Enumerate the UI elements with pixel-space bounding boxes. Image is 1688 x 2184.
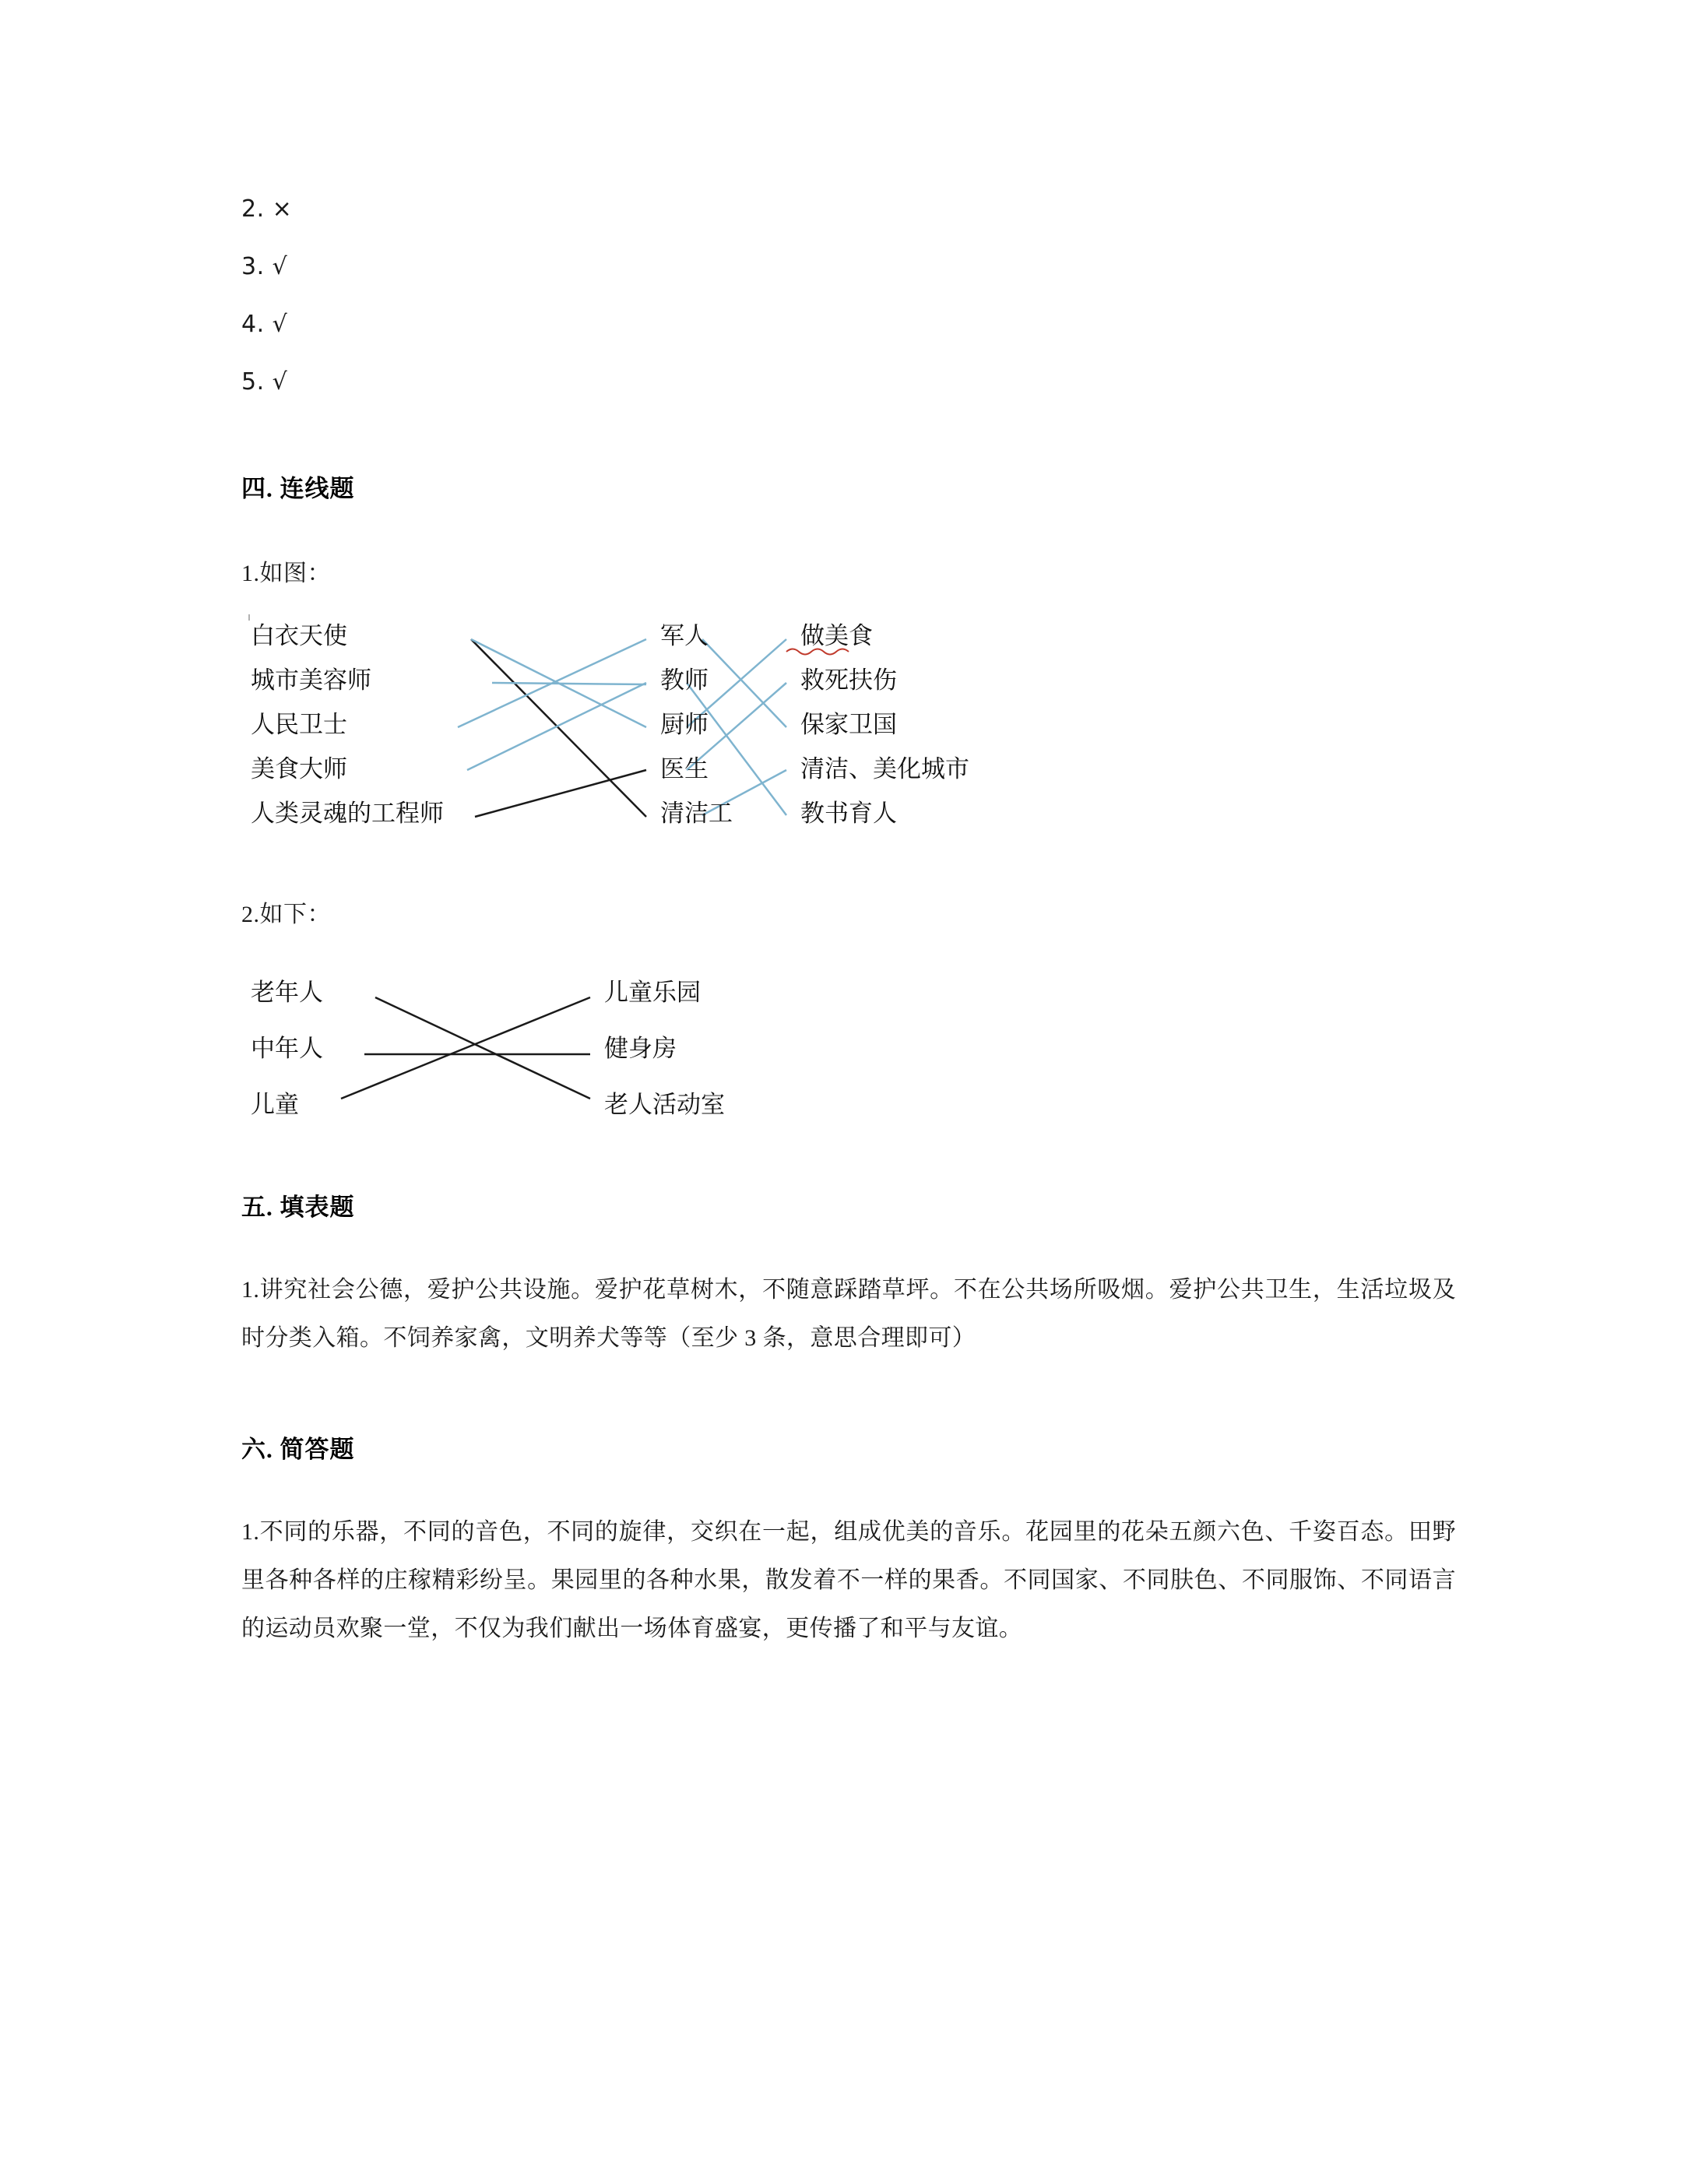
answer-item: 5. √ — [241, 368, 288, 396]
match-item: 清洁工 — [660, 800, 733, 828]
matching-diagram-1 — [241, 614, 1222, 840]
match-item: 军人 — [660, 622, 709, 650]
diagram1-middle-column — [660, 614, 733, 836]
diagram2-right-column — [604, 965, 725, 1133]
match-item: 教书育人 — [800, 800, 897, 828]
match-item: 美食大师 — [251, 755, 347, 783]
diagram1-left-column — [251, 614, 444, 836]
match-item: 清洁、美化城市 — [800, 755, 969, 783]
match-item: 人民卫士 — [251, 711, 347, 739]
question-2-lead: 2.如下： — [241, 902, 331, 927]
match-item: 做美食 — [800, 622, 873, 650]
section-heading-6: 六. 简答题 — [241, 1436, 355, 1463]
section-5-paragraph: 1.讲究社会公德，爱护公共设施。爱护花草树木，不随意踩踏草坪。不在公共场所吸烟。爱护公共卫生，生活垃圾及时分类入箱。不饲养家禽，文明养犬等等（至少 3 条，意思合理即可） — [241, 1277, 1456, 1351]
match-item: 中年人 — [251, 1035, 323, 1063]
section-6-paragraph: 1.不同的乐器，不同的音色，不同的旋律，交织在一起，组成优美的音乐。花园里的花朵五颜六色、千姿百态。田野里各种各样的庄稼精彩纷呈。果园里的各种水果，散发着不一样的果香。不同国家、不同肤色、不同服饰、不同语言的运动员欢聚一堂，不仅为我们献出一场体育盛宴，更传播了和平与友谊。 — [241, 1519, 1456, 1641]
match-item: 儿童 — [251, 1091, 299, 1119]
diagram2-left-column — [251, 965, 323, 1133]
matching-diagram-2 — [241, 965, 1020, 1120]
match-item: 保家卫国 — [800, 711, 897, 739]
diagram1-right-column — [800, 614, 969, 836]
match-item: 老年人 — [251, 979, 323, 1007]
match-item: 人类灵魂的工程师 — [251, 800, 444, 828]
match-item: 白衣天使 — [251, 622, 347, 650]
match-item: 城市美容师 — [251, 666, 371, 695]
answer-item: 4. √ — [241, 311, 288, 338]
answer-item: 2. × — [241, 195, 293, 223]
match-item: 健身房 — [604, 1035, 677, 1063]
question-1-lead: 1.如图： — [241, 561, 331, 586]
section-heading-4: 四. 连线题 — [241, 475, 355, 502]
answer-list — [241, 181, 1456, 411]
section-heading-5: 五. 填表题 — [241, 1194, 355, 1221]
match-item: 教师 — [660, 666, 709, 695]
match-item: 厨师 — [660, 711, 709, 739]
match-item: 儿童乐园 — [604, 979, 701, 1007]
match-item: 医生 — [660, 755, 709, 783]
page-content — [241, 0, 1456, 1653]
answer-item: 3. √ — [241, 253, 288, 280]
match-item: 老人活动室 — [604, 1091, 725, 1119]
match-item: 救死扶伤 — [800, 666, 897, 695]
